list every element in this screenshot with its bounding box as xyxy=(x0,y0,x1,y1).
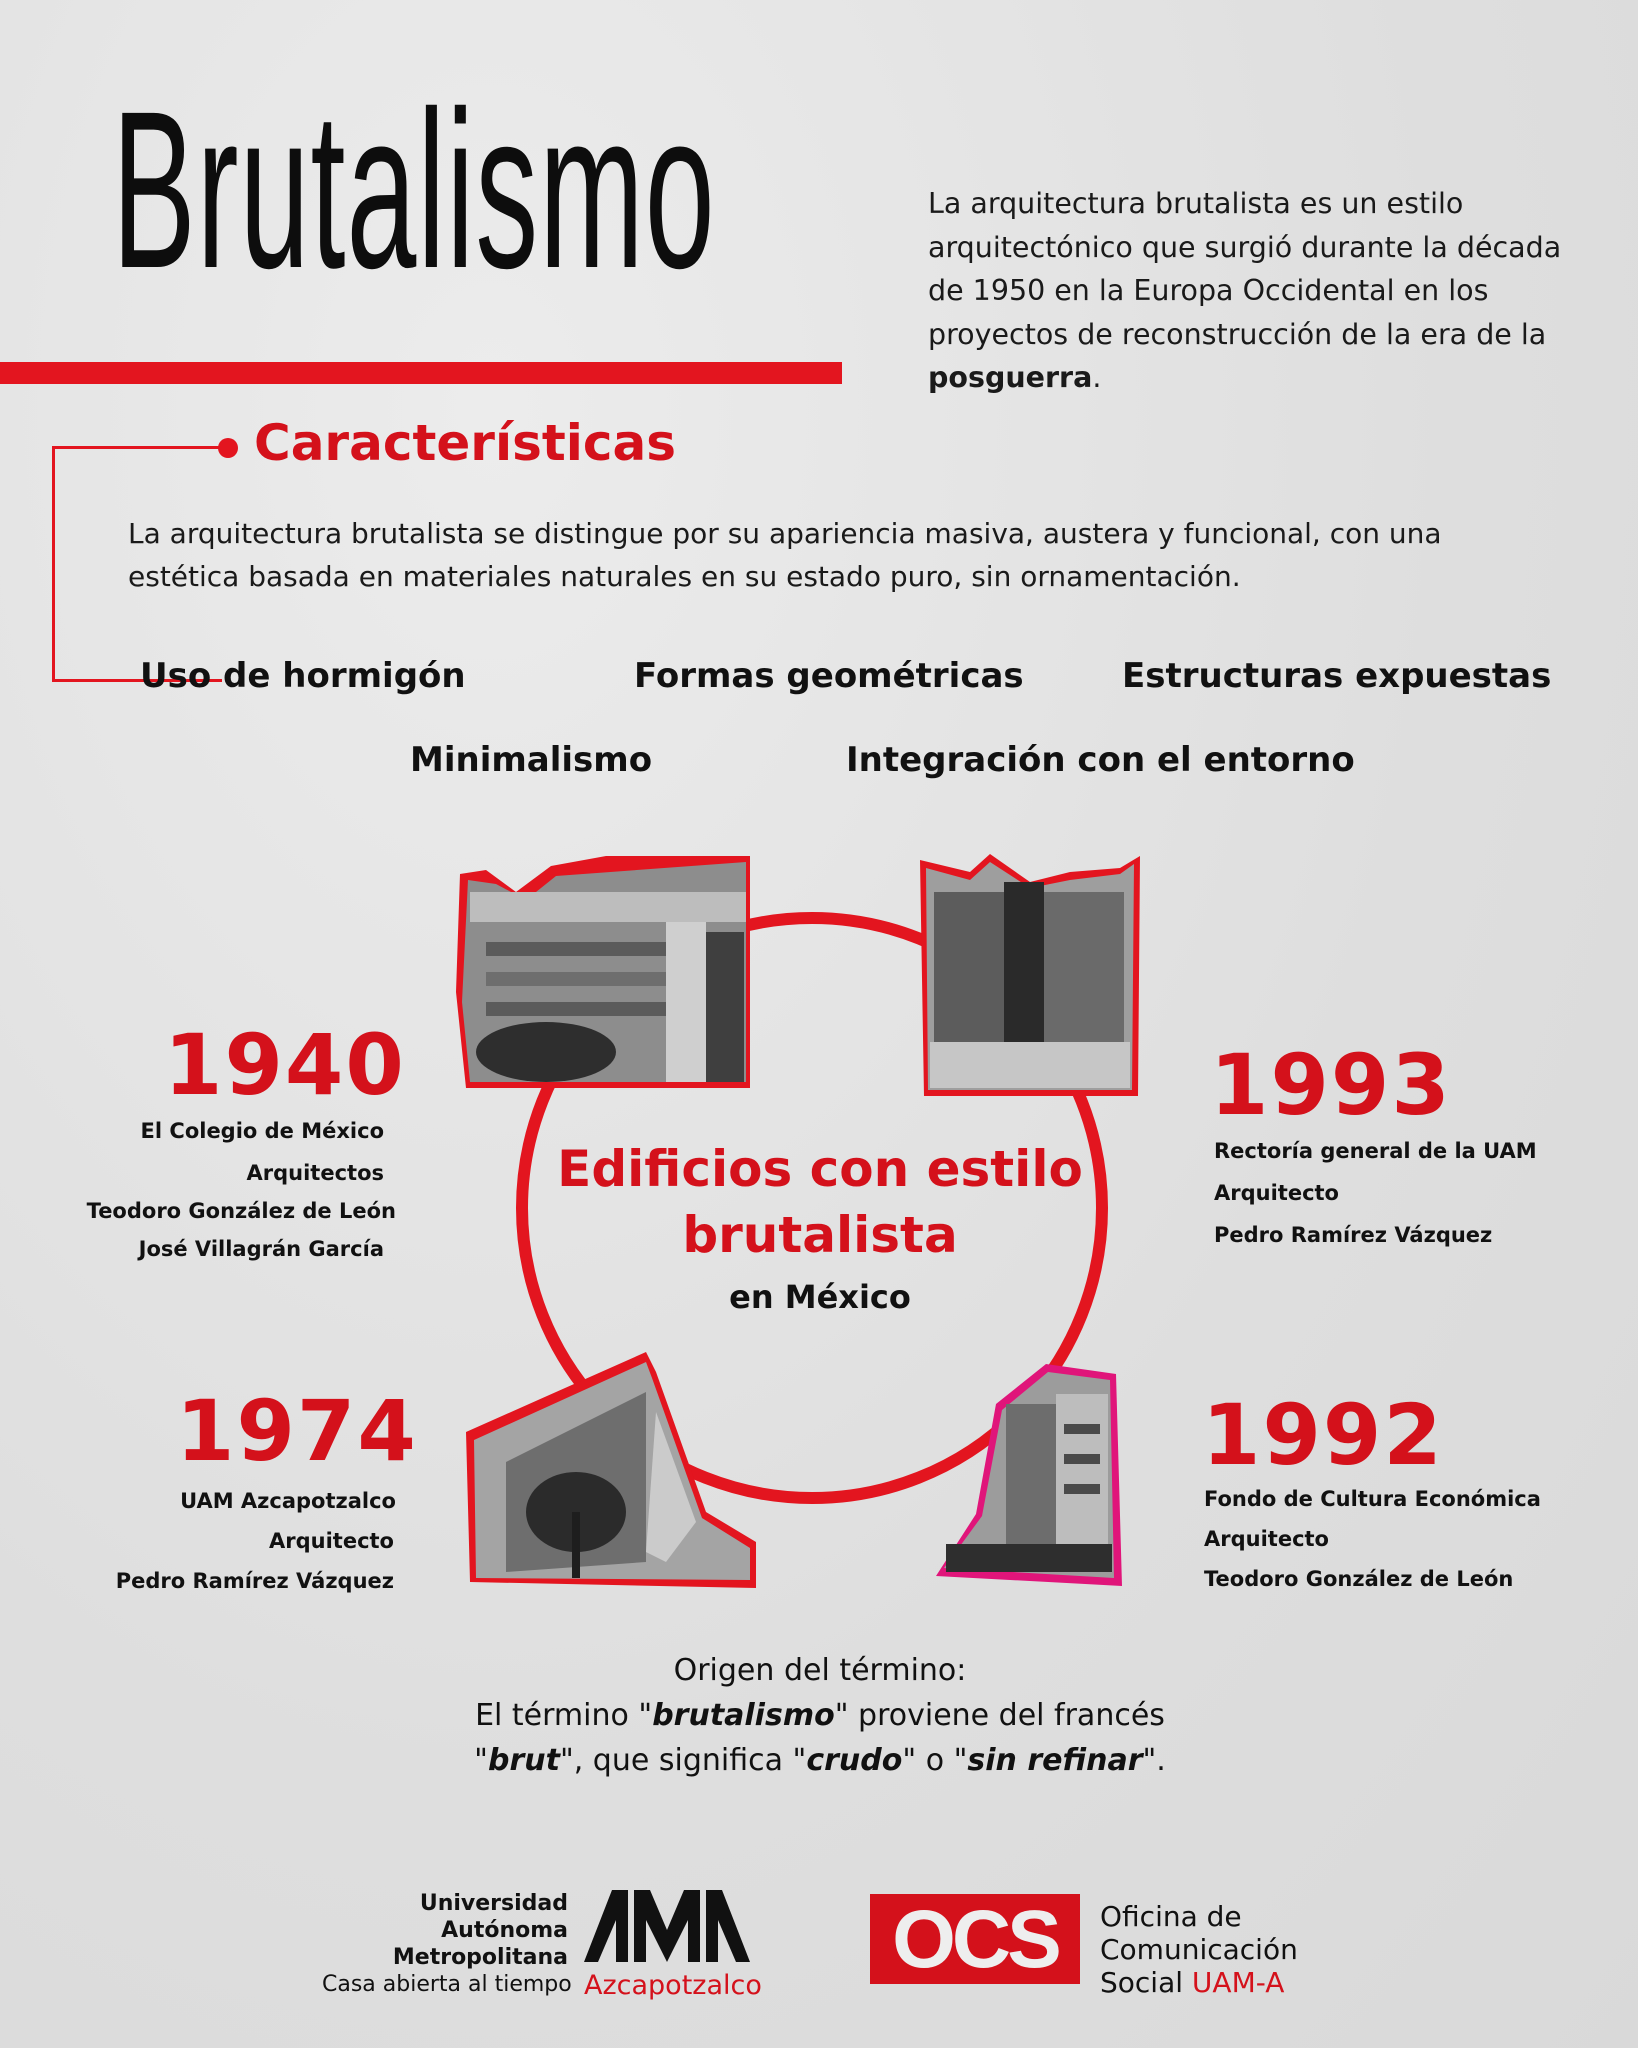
uam-logo-icon xyxy=(584,1890,750,1962)
uam-campus: Azcapotzalco xyxy=(584,1970,762,2001)
uam-tagline: Casa abierta al tiempo xyxy=(322,1972,572,1997)
architect-name: Pedro Ramírez Vázquez xyxy=(1214,1223,1493,1247)
origin-line: El término "brutalismo" proviene del francés xyxy=(475,1698,1165,1733)
architect-role: Arquitecto xyxy=(269,1529,394,1553)
building-info-1940 xyxy=(60,1112,396,1268)
year-1974: 1974 xyxy=(176,1382,418,1480)
building-name: UAM Azcapotzalco xyxy=(180,1489,396,1513)
feature-item: Integración con el entorno xyxy=(846,740,1355,780)
year-1992: 1992 xyxy=(1202,1386,1444,1484)
feature-item: Minimalismo xyxy=(410,740,653,780)
building-info-1993 xyxy=(1214,1132,1537,1254)
ocs-name: Oficina de Comunicación Social UAM-A xyxy=(1100,1900,1298,1999)
feature-item: Formas geométricas xyxy=(634,656,1024,696)
architect-name: Teodoro González de León xyxy=(86,1199,396,1223)
feature-item: Estructuras expuestas xyxy=(1122,656,1552,696)
feature-item: Uso de hormigón xyxy=(140,656,466,696)
building-info-1992 xyxy=(1204,1480,1541,1598)
year-1940: 1940 xyxy=(164,1016,406,1114)
building-name: Rectoría general de la UAM xyxy=(1214,1139,1537,1163)
year-1993: 1993 xyxy=(1210,1036,1452,1134)
building-info-1974 xyxy=(60,1482,394,1600)
building-name: Fondo de Cultura Económica xyxy=(1204,1487,1541,1511)
page-title: Brutalismo xyxy=(112,65,716,315)
center-title: Edificios con estilo brutalista xyxy=(557,1140,1083,1264)
architect-name: Teodoro González de León xyxy=(1204,1567,1514,1591)
section-title: Características xyxy=(254,414,677,472)
photo-rectoria-uam xyxy=(920,852,1142,1096)
architect-role: Arquitectos xyxy=(246,1161,384,1185)
uam-name: Universidad Autónoma Metropolitana xyxy=(392,1891,568,1970)
architect-role: Arquitecto xyxy=(1204,1527,1329,1551)
photo-fondo-cultura-economica xyxy=(936,1364,1124,1586)
photo-colegio-de-mexico xyxy=(456,852,752,1092)
photo-uam-azcapotzalco xyxy=(466,1352,756,1588)
characteristics-description: La arquitectura brutalista se distingue por su apariencia masiva, austera y funcional, con una estética basada en materiales naturales en su estado puro, sin ornamentación. xyxy=(128,517,1442,593)
architect-name: José Villagrán García xyxy=(138,1237,384,1261)
architect-role: Arquitecto xyxy=(1214,1181,1339,1205)
origin-line: "brut", que significa "crudo" o "sin refinar". xyxy=(474,1743,1166,1778)
title-underline xyxy=(0,362,842,384)
center-subtitle: en México xyxy=(729,1278,911,1316)
ocs-logo: OCS xyxy=(870,1894,1080,1984)
intro-paragraph: La arquitectura brutalista es un estilo arquitectónico que surgió durante la década de 1950 en la Europa Occidental en los proyectos de reconstrucción de la era de la posguerra. xyxy=(928,187,1562,394)
building-name: El Colegio de México xyxy=(140,1119,384,1143)
origin-heading: Origen del término: xyxy=(673,1653,967,1688)
origin-note xyxy=(360,1648,1280,1783)
architect-name: Pedro Ramírez Vázquez xyxy=(115,1569,394,1593)
bracket-dot xyxy=(218,438,238,458)
